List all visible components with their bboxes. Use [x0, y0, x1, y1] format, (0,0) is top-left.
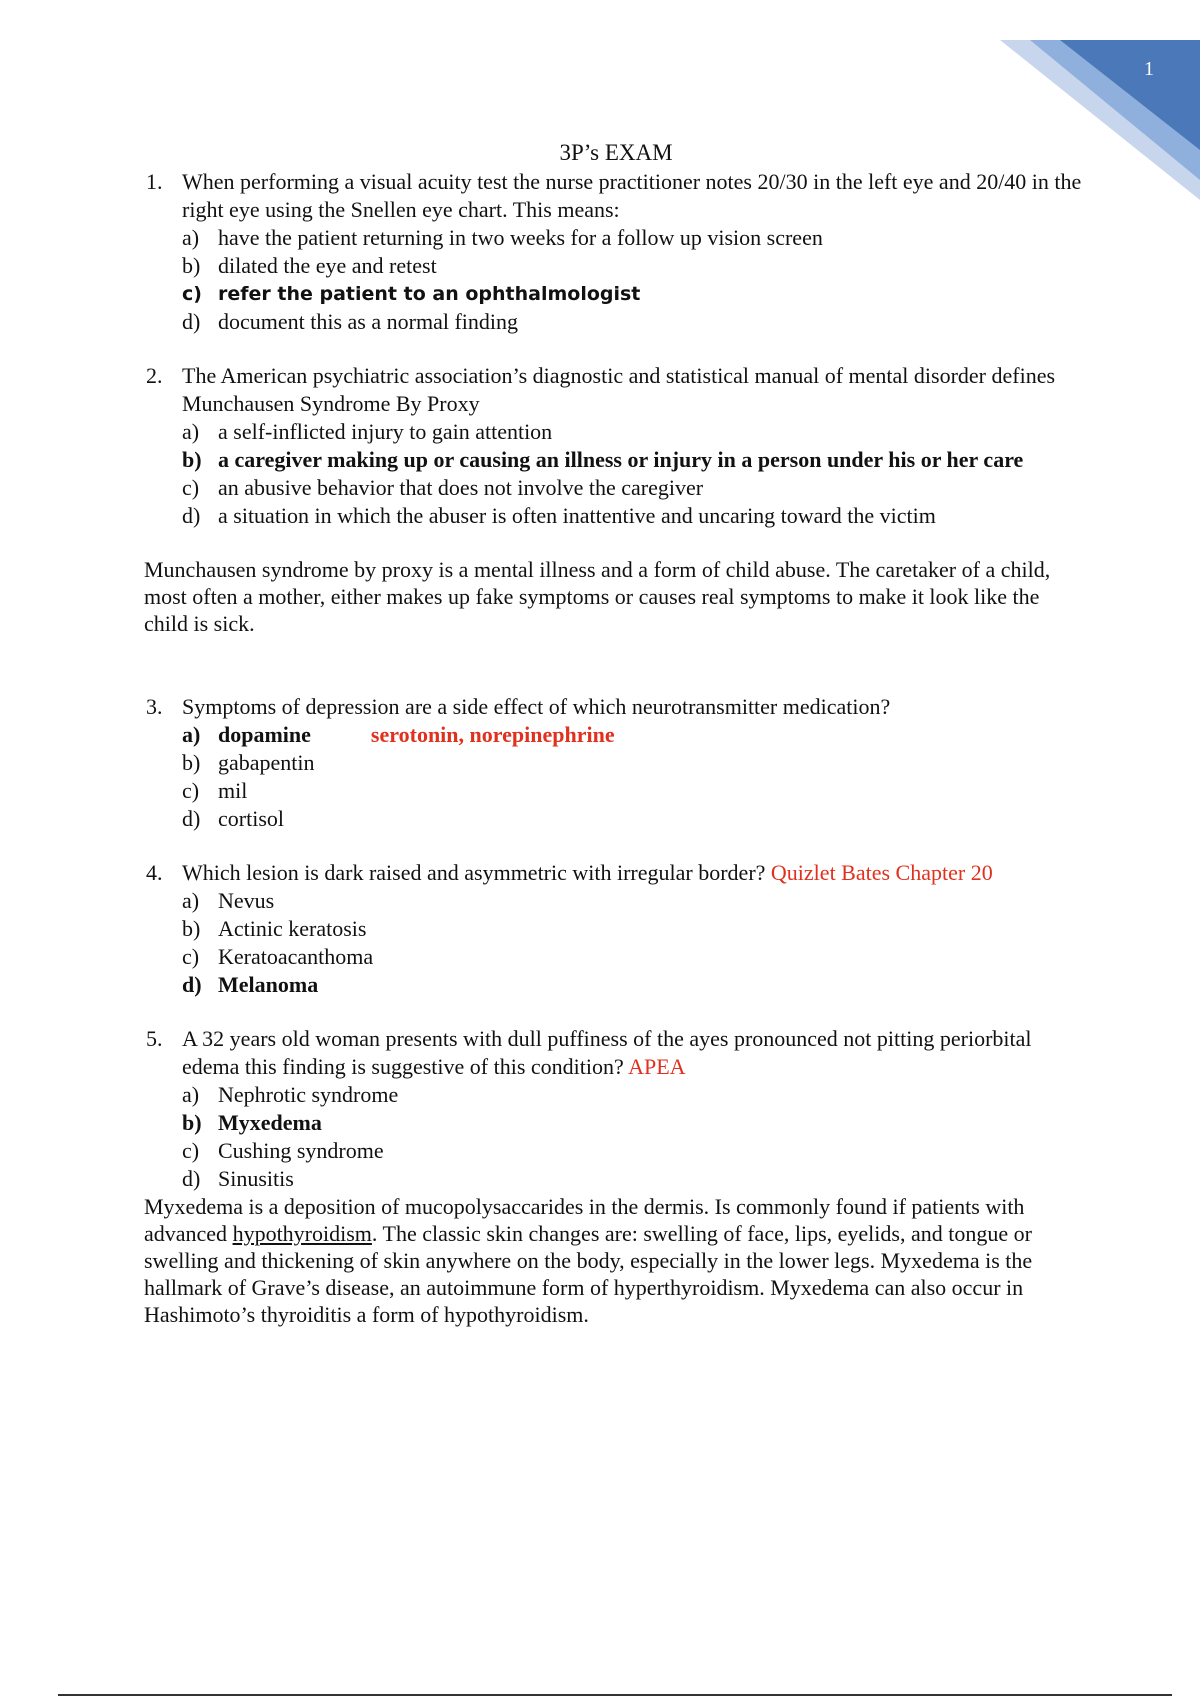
option-c: c) Keratoacanthoma — [182, 944, 374, 969]
hypothyroidism-link[interactable]: hypothyroidism — [232, 1221, 372, 1246]
question-number: 5. — [146, 1026, 163, 1051]
option-b: b) dilated the eye and retest — [182, 253, 437, 278]
question-number: 1. — [146, 169, 163, 194]
option-a-answer: a) dopamine serotonin, norepinephrine — [182, 722, 615, 747]
explanation-paragraph: Myxedema is a deposition of mucopolysaccarides in the dermis. Is commonly found if patients with advanced hypothyroidism. The classic skin changes are: swelling of face, lips, eyelids, and tongue or swelling and thickening of skin anywhere on the body, especially in the lower legs. Myxedema is the hallmark of Grave’s disease, an autoimmune form of hyperthyroidism. Myxedema can also occur in Hashimoto’s thyroiditis a form of hypothyroidism. — [144, 1194, 1033, 1327]
page-title: 3P’s EXAM — [559, 140, 673, 165]
option-d: d) Sinusitis — [182, 1166, 294, 1191]
footer-divider — [58, 1694, 1172, 1696]
question-3 — [146, 693, 1086, 833]
option-b-answer: b) Myxedema — [182, 1110, 322, 1135]
question-number: 2. — [146, 363, 163, 388]
source-reference: Quizlet Bates Chapter 20 — [770, 860, 993, 885]
question-text: Symptoms of depression are a side effect of which neurotransmitter medication? — [182, 694, 891, 719]
option-b: b) Actinic keratosis — [182, 916, 367, 941]
option-a: a) a self-inflicted injury to gain attention — [182, 419, 553, 444]
option-c: c) Cushing syndrome — [182, 1138, 384, 1163]
question-text: A 32 years old woman presents with dull puffiness of the ayes pronounced not pitting periorbital edema this finding is suggestive of this condition? — [182, 1026, 1032, 1079]
option-d-answer: d) Melanoma — [182, 972, 319, 997]
option-c-answer: c) refer the patient to an ophthalmologist — [182, 283, 641, 305]
page-number: 1 — [1144, 58, 1154, 80]
option-c: c) mil — [182, 778, 248, 803]
option-b-answer: b) a caregiver making up or causing an illness or injury in a person under his or her care — [182, 447, 1024, 472]
answer-note: serotonin, norepinephrine — [370, 722, 615, 747]
explanation-paragraph: Munchausen syndrome by proxy is a mental illness and a form of child abuse. The caretaker of a child, most often a mother, either makes up fake symptoms or causes real symptoms to make it look like the child is sick. — [144, 557, 1051, 636]
question-number: 4. — [146, 860, 163, 885]
option-b: b) gabapentin — [182, 750, 315, 775]
option-a: a) Nephrotic syndrome — [182, 1082, 399, 1107]
question-text: The American psychiatric association’s diagnostic and statistical manual of mental disorder defines Munchausen Syndrome By Proxy — [182, 363, 1056, 416]
option-d: d) document this as a normal finding — [182, 309, 518, 334]
question-text: When performing a visual acuity test the nurse practitioner notes 20/30 in the left eye and 20/40 in the right eye using the Snellen eye chart. This means: — [182, 169, 1082, 222]
option-d: d) cortisol — [182, 806, 284, 831]
question-2 — [146, 362, 1086, 530]
source-reference: APEA — [628, 1054, 686, 1079]
question-5 — [146, 1025, 1086, 1193]
question-text: Which lesion is dark raised and asymmetric with irregular border? — [182, 860, 766, 885]
question-1 — [146, 168, 1086, 336]
option-a: a) have the patient returning in two weeks for a follow up vision screen — [182, 225, 823, 250]
document-body — [146, 140, 1086, 1328]
option-d: d) a situation in which the abuser is often inattentive and uncaring toward the victim — [182, 503, 936, 528]
question-4 — [146, 859, 1086, 999]
option-c: c) an abusive behavior that does not involve the caregiver — [182, 475, 704, 500]
option-a: a) Nevus — [182, 888, 275, 913]
question-number: 3. — [146, 694, 163, 719]
